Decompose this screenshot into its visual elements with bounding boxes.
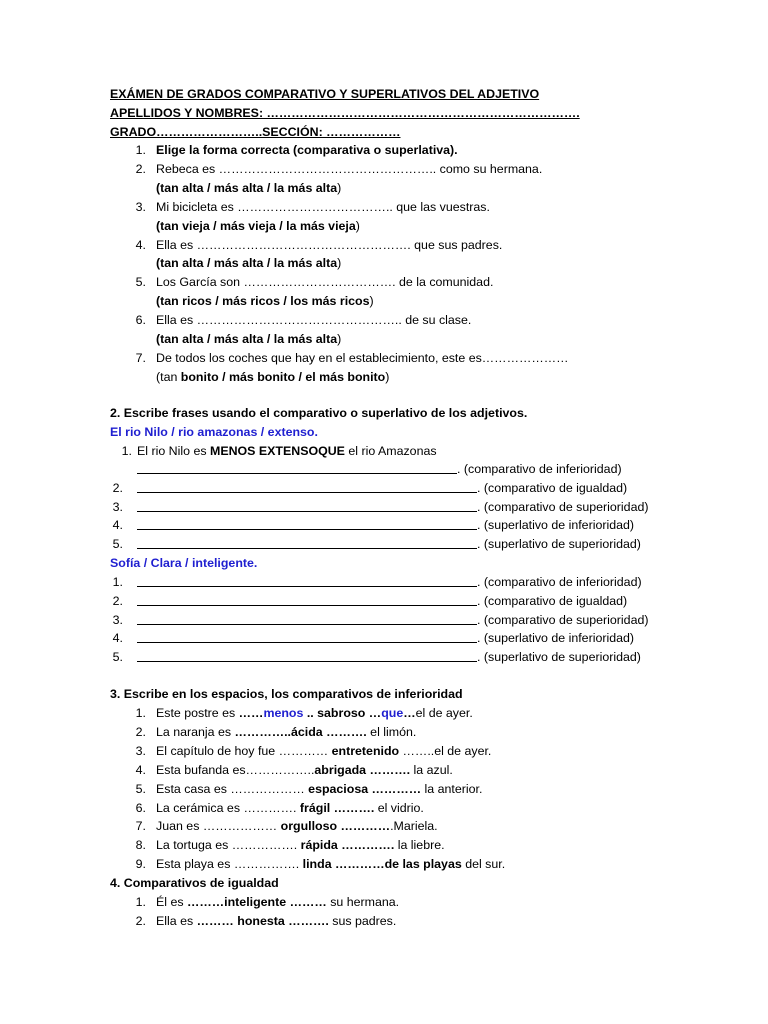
- text-segment: Esta casa es ………………: [156, 781, 309, 796]
- answer-blank-line[interactable]: [137, 613, 477, 625]
- list-number: 2.: [135, 724, 146, 739]
- text-segment: (tan: [156, 369, 181, 384]
- text-segment: …: [403, 706, 416, 720]
- text-segment: orgulloso …………: [280, 819, 391, 834]
- list-item-text: [156, 838, 445, 853]
- answer-type-label: . (comparativo de inferioridad): [457, 462, 622, 476]
- grade-section-line[interactable]: GRADO……………………..SECCIÓN: ………………: [110, 125, 401, 139]
- text-segment: El capítulo de hoy fue …………: [156, 743, 332, 758]
- answer-blank-line[interactable]: [137, 462, 457, 474]
- list-number: 3.: [135, 199, 146, 214]
- text-segment: Ella es: [156, 913, 197, 928]
- text-segment: (tan alta / más alta / la más alta: [156, 180, 338, 195]
- text-segment: del sur.: [461, 857, 506, 872]
- list-item-text: [156, 914, 396, 929]
- text-segment: el vidrio.: [374, 800, 424, 815]
- text-segment: El rio Nilo es: [137, 444, 210, 458]
- answer-type-label: . (superlativo de superioridad): [477, 537, 641, 552]
- text-segment: bonito / más bonito / el más bonito: [180, 369, 386, 384]
- list-item-text: [156, 370, 389, 385]
- section-3-heading: 3. Escribe en los espacios, los comparativos de inferioridad: [110, 687, 463, 701]
- text-segment: ……: [238, 706, 264, 720]
- exam-title: EXÁMEN DE GRADOS COMPARATIVO Y SUPERLATIVOS DEL ADJETIVO: [110, 87, 540, 101]
- list-item-text: [156, 219, 360, 234]
- text-segment: La tortuga es …………….: [156, 838, 301, 853]
- text-segment: la liebre.: [394, 838, 445, 853]
- answer-type-label: . (comparativo de inferioridad): [477, 575, 642, 589]
- list-number: 6.: [135, 800, 146, 815]
- text-segment: linda …………de las playas: [302, 857, 462, 872]
- list-item-text: [156, 895, 399, 910]
- answer-blank-line[interactable]: [137, 518, 477, 530]
- answer-type-label: . (superlativo de superioridad): [477, 650, 641, 665]
- text-segment: menos: [263, 706, 304, 720]
- text-segment: la azul.: [410, 762, 453, 777]
- list-item-text: [156, 706, 473, 721]
- text-segment: ): [355, 218, 360, 233]
- list-number: 7.: [135, 350, 146, 365]
- list-number: 9.: [135, 857, 146, 872]
- text-segment: ): [369, 294, 374, 309]
- answer-type-label: . (comparativo de superioridad): [477, 499, 649, 514]
- group-a-title: El rio Nilo / rio amazonas / extenso.: [110, 425, 318, 439]
- list-item-text: [156, 162, 542, 177]
- name-line[interactable]: APELLIDOS Y NOMBRES: ………………………………………………………………….: [110, 106, 580, 120]
- list-item-text: [156, 181, 341, 196]
- text-segment: espaciosa …………: [308, 781, 422, 796]
- text-segment: el de ayer.: [415, 706, 473, 720]
- text-segment: (tan alta / más alta / la más alta: [156, 332, 338, 346]
- answer-type-label: . (comparativo de igualdad): [477, 480, 628, 495]
- section-2-heading: 2. Escribe frases usando el comparativo o superlativo de los adjetivos.: [110, 406, 528, 420]
- text-segment: ): [337, 256, 342, 271]
- text-segment: abrigada ……….: [314, 762, 411, 777]
- list-number: 5.: [135, 275, 146, 290]
- answer-blank-line[interactable]: [137, 500, 477, 512]
- answer-type-label: . (superlativo de inferioridad): [477, 518, 635, 533]
- list-item-text: [156, 782, 482, 797]
- list-number: 7.: [135, 819, 146, 834]
- list-number: 2.: [112, 480, 123, 495]
- list-item-text: [156, 763, 453, 778]
- list-number: 3.: [135, 743, 146, 758]
- list-item-text: [156, 200, 490, 215]
- text-segment: …………..ácida ……….: [234, 724, 367, 739]
- text-segment: frágil ……….: [299, 800, 375, 815]
- text-segment: La naranja es: [156, 724, 235, 739]
- answer-type-label: . (superlativo de inferioridad): [477, 631, 635, 646]
- list-number: 5.: [112, 537, 123, 552]
- list-item-text: [156, 332, 341, 347]
- list-number: 3.: [112, 499, 123, 514]
- text-segment: De todos los coches que hay en el establecimiento, este es…………………: [156, 350, 569, 365]
- list-item-text: [156, 351, 569, 366]
- list-item-text: [156, 143, 458, 158]
- list-number: 2.: [112, 593, 123, 608]
- answer-blank-line[interactable]: [137, 594, 477, 606]
- list-number: 1.: [135, 706, 146, 720]
- text-segment: .Mariela.: [390, 819, 438, 834]
- text-segment: el rio Amazonas: [344, 444, 437, 458]
- list-number: 1.: [135, 895, 146, 909]
- list-item-text: [156, 238, 502, 253]
- text-segment: MENOS EXTENSOQUE: [210, 444, 345, 458]
- text-segment: .. sabroso …: [303, 706, 382, 720]
- list-number: 1.: [135, 143, 146, 157]
- text-segment: Mi bicicleta es ……………………………….. que las vuestras.: [156, 199, 490, 214]
- text-segment: (tan vieja / más vieja / la más vieja: [156, 218, 356, 233]
- text-segment: Esta bufanda es……………..: [156, 762, 315, 777]
- text-segment: ): [385, 369, 390, 384]
- text-segment: que: [381, 706, 404, 720]
- list-number: 4.: [112, 518, 123, 533]
- list-item-text: [156, 801, 424, 816]
- answer-blank-line[interactable]: [137, 575, 477, 587]
- list-number: 6.: [135, 313, 146, 328]
- list-number: 5.: [112, 650, 123, 665]
- list-number: 4.: [112, 631, 123, 646]
- answer-blank-line[interactable]: [137, 537, 477, 549]
- list-item-text: [156, 294, 374, 309]
- text-segment: Esta playa es …………….: [156, 857, 303, 872]
- answer-type-label: . (comparativo de superioridad): [477, 612, 649, 627]
- text-segment: Él es: [156, 895, 187, 909]
- list-number: 5.: [135, 781, 146, 796]
- list-item-text: [156, 275, 493, 290]
- list-item-text: [156, 313, 471, 328]
- text-segment: Juan es ………………: [156, 819, 281, 834]
- text-segment: Rebeca es …………………………………………….. como su hermana.: [156, 161, 543, 176]
- answer-type-label: . (comparativo de igualdad): [477, 593, 628, 608]
- list-number: 3.: [112, 612, 123, 627]
- text-segment: Ella es ……………………………………………. que sus padres.: [156, 237, 503, 252]
- text-segment: ): [337, 332, 342, 346]
- group-b-title: Sofía / Clara / inteligente.: [110, 556, 258, 570]
- text-segment: (tan ricos / más ricos / los más ricos: [156, 294, 370, 309]
- text-segment: (tan alta / más alta / la más alta: [156, 256, 338, 271]
- list-number: 2.: [135, 913, 146, 928]
- text-segment: rápida ………….: [300, 838, 395, 853]
- text-segment: Los García son ………………………………. de la comunidad.: [156, 275, 494, 290]
- text-segment: el limón.: [366, 724, 417, 739]
- text-segment: ……..el de ayer.: [399, 743, 492, 758]
- list-item-text: [156, 256, 341, 271]
- list-number: 1.: [121, 444, 132, 458]
- list-item-text: [156, 744, 491, 759]
- text-segment: ……… honesta ……….: [196, 913, 329, 928]
- text-segment: La cerámica es ………….: [156, 800, 300, 815]
- text-segment: ………inteligente ………: [187, 895, 327, 909]
- list-number: 2.: [135, 161, 146, 176]
- answer-blank-line[interactable]: [137, 631, 477, 643]
- text-segment: Este postre es: [156, 706, 239, 720]
- answer-blank-line[interactable]: [137, 481, 477, 493]
- list-item-text: [156, 725, 416, 740]
- text-segment: su hermana.: [326, 895, 400, 909]
- text-segment: Ella es ………………………………………….. de su clase.: [156, 313, 472, 328]
- text-segment: Elige la forma correcta (comparativa o superlativa).: [156, 143, 458, 157]
- list-number: 4.: [135, 762, 146, 777]
- example-text: [137, 444, 437, 459]
- list-item-text: [156, 819, 438, 834]
- answer-blank-line[interactable]: [137, 650, 477, 662]
- list-number: 8.: [135, 838, 146, 853]
- text-segment: ): [337, 180, 342, 195]
- list-number: 1.: [112, 575, 123, 589]
- section-4-heading: 4. Comparativos de igualdad: [110, 876, 279, 890]
- list-number: 4.: [135, 237, 146, 252]
- text-segment: sus padres.: [328, 913, 397, 928]
- text-segment: entretenido: [331, 743, 400, 758]
- list-item-text: [156, 857, 505, 872]
- text-segment: la anterior.: [421, 781, 483, 796]
